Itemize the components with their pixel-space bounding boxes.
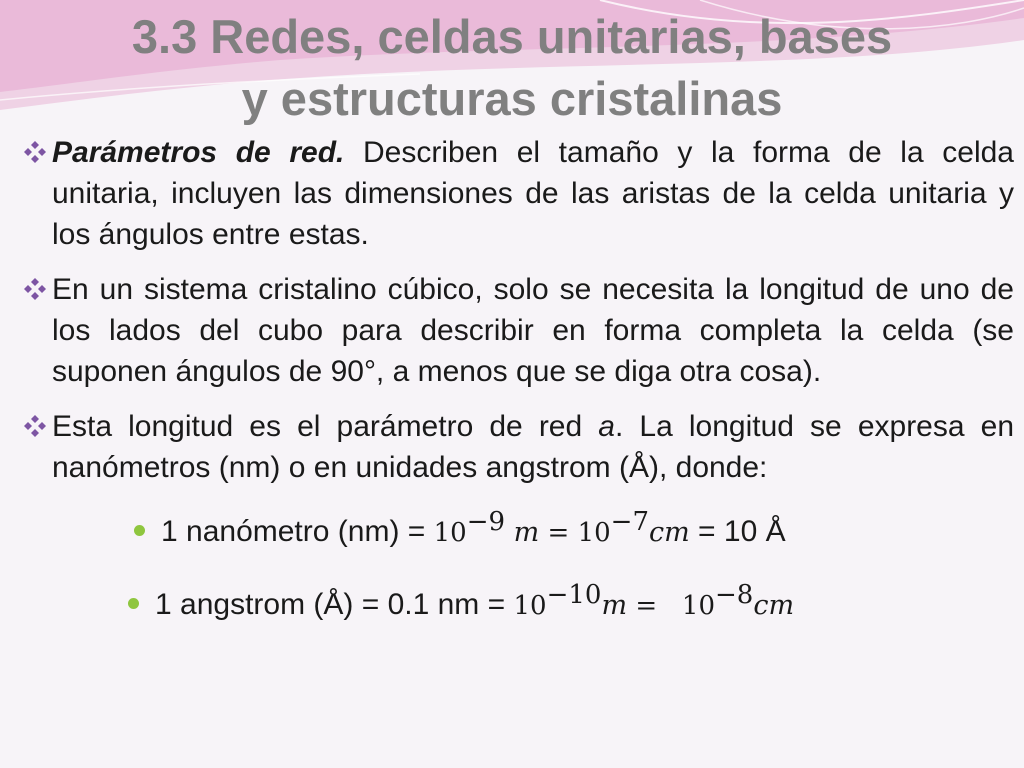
bullet-body-after: . La longitud se expresa en nanómetros (nm) o en unidades angstrom (Å), donde: [52, 410, 1015, 484]
sub-bullet-label: 1 angstrom (Å) = 0.1 nm = [155, 588, 514, 621]
sub-bullet-angstrom [128, 575, 1014, 626]
bullet-body-before: Esta longitud es el parámetro de red [52, 410, 599, 443]
sub-bullet-tail: = 10 Å [689, 515, 786, 548]
bullet-text [52, 132, 1014, 255]
four-diamond-icon [22, 413, 48, 439]
math-base: 10 [513, 591, 547, 621]
math-equals: = [627, 591, 682, 621]
bullet-body: Describen el tamaño y la forma de la celda unitaria, incluyen las dimensiones de las aristas de la celda unitaria y los ángulos entre estas. [52, 136, 1014, 251]
title-line-2: y estructuras cristalinas [241, 72, 783, 125]
math-exponent: −8 [715, 580, 754, 610]
math-base: 10 [577, 518, 611, 548]
math-unit: m [601, 590, 628, 621]
bullet-text [52, 406, 1014, 488]
math-unit: m [505, 517, 540, 548]
math-unit: cm [753, 590, 795, 621]
math-unit: cm [648, 517, 690, 548]
bullet-body: En un sistema cristalino cúbico, solo se necesita la longitud de uno de los lados del cubo para describir en forma completa la celda (se suponen ángulos de 90°, a menos que se diga otra cosa). [52, 273, 1014, 388]
bullet-parametro-a [22, 406, 1014, 488]
math-base: 10 [681, 591, 716, 621]
sub-bullet-label: 1 nanómetro (nm) = [161, 515, 434, 548]
slide-content [22, 132, 1014, 626]
four-diamond-icon [22, 276, 48, 302]
title-line-1: 3.3 Redes, celdas unitarias, bases [131, 10, 893, 63]
math-exponent: −10 [546, 580, 602, 610]
bullet-sistema-cubico [22, 269, 1014, 392]
slide-title [0, 6, 1024, 130]
math-base: 10 [433, 518, 467, 548]
bullet-lead: Parámetros de red. [52, 136, 345, 169]
math-exponent: −7 [610, 507, 649, 537]
lattice-parameter-var: a [598, 410, 615, 443]
math-exponent: −9 [466, 507, 506, 537]
four-diamond-icon [22, 139, 48, 165]
math-equals: = [539, 518, 578, 548]
dot-icon [134, 525, 145, 536]
bullet-parametros-de-red [22, 132, 1014, 255]
dot-icon [128, 598, 139, 609]
sub-bullet-nanometro [134, 502, 1014, 553]
